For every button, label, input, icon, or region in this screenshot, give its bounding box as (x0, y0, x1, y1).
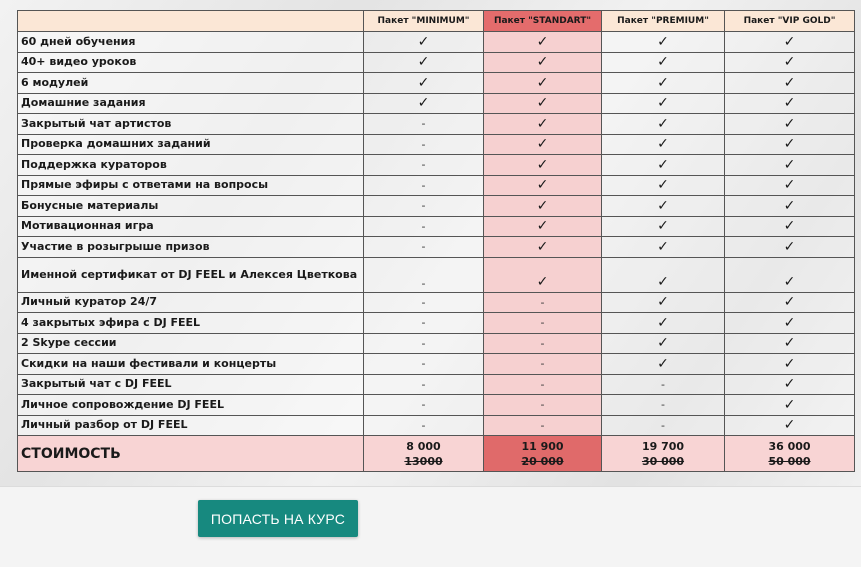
header-standart: Пакет "STANDART" (484, 11, 602, 32)
not-included-dash-minimum: - (364, 292, 484, 313)
pricing-table (17, 10, 855, 472)
check-mark-icon-vip-gold: ✓ (725, 374, 855, 395)
table-row (18, 155, 855, 176)
not-included-dash-minimum: - (364, 333, 484, 354)
table-row (18, 73, 855, 94)
table-row (18, 313, 855, 334)
not-included-dash-minimum: - (364, 374, 484, 395)
table-row (18, 333, 855, 354)
table-row (18, 395, 855, 416)
not-included-dash-premium: - (602, 395, 725, 416)
price-old: 30 000 (641, 454, 685, 468)
feature-label: Закрытый чат артистов (18, 114, 364, 135)
check-mark-icon-premium: ✓ (602, 257, 725, 292)
check-mark-icon-vip-gold: ✓ (725, 196, 855, 217)
check-mark-icon-vip-gold: ✓ (725, 415, 855, 436)
feature-label: Личный разбор от DJ FEEL (18, 415, 364, 436)
feature-label: Прямые эфиры с ответами на вопросы (18, 175, 364, 196)
feature-label: Бонусные материалы (18, 196, 364, 217)
check-mark-icon-vip-gold: ✓ (725, 134, 855, 155)
check-mark-icon-vip-gold: ✓ (725, 292, 855, 313)
check-mark-icon-vip-gold: ✓ (725, 395, 855, 416)
not-included-dash-minimum: - (364, 155, 484, 176)
check-mark-icon-premium: ✓ (602, 175, 725, 196)
table-row (18, 52, 855, 73)
table-row (18, 374, 855, 395)
check-mark-icon-vip-gold: ✓ (725, 155, 855, 176)
price-current: 19 700 (641, 439, 685, 453)
check-mark-icon-vip-gold: ✓ (725, 114, 855, 135)
feature-label: Мотивационная игра (18, 216, 364, 237)
table-row (18, 175, 855, 196)
check-mark-icon-premium: ✓ (602, 155, 725, 176)
table-row (18, 196, 855, 217)
check-mark-icon-standart: ✓ (484, 196, 602, 217)
feature-label: Проверка домашних заданий (18, 134, 364, 155)
check-mark-icon-vip-gold: ✓ (725, 237, 855, 258)
check-mark-icon-vip-gold: ✓ (725, 73, 855, 94)
check-mark-icon-vip-gold: ✓ (725, 52, 855, 73)
check-mark-icon-minimum: ✓ (364, 32, 484, 53)
check-mark-icon-standart: ✓ (484, 32, 602, 53)
price-current: 11 900 (521, 439, 564, 453)
feature-label: 2 Skype сессии (18, 333, 364, 354)
check-mark-icon-premium: ✓ (602, 196, 725, 217)
not-included-dash-standart: - (484, 354, 602, 375)
check-mark-icon-standart: ✓ (484, 93, 602, 114)
check-mark-icon-standart: ✓ (484, 175, 602, 196)
check-mark-icon-premium: ✓ (602, 313, 725, 334)
not-included-dash-minimum: - (364, 216, 484, 237)
feature-rows (18, 32, 855, 436)
feature-label: Личный куратор 24/7 (18, 292, 364, 313)
not-included-dash-minimum: - (364, 395, 484, 416)
check-mark-icon-standart: ✓ (484, 73, 602, 94)
table-row (18, 257, 855, 292)
table-row (18, 93, 855, 114)
check-mark-icon-vip-gold: ✓ (725, 32, 855, 53)
check-mark-icon-vip-gold: ✓ (725, 354, 855, 375)
check-mark-icon-minimum: ✓ (364, 73, 484, 94)
price-row-label: СТОИМОСТЬ (18, 436, 364, 472)
check-mark-icon-premium: ✓ (602, 134, 725, 155)
check-mark-icon-standart: ✓ (484, 52, 602, 73)
not-included-dash-minimum: - (364, 114, 484, 135)
table-row (18, 415, 855, 436)
header-corner-cell (18, 11, 364, 32)
check-mark-icon-premium: ✓ (602, 354, 725, 375)
price-standart (484, 436, 602, 472)
check-mark-icon-vip-gold: ✓ (725, 333, 855, 354)
not-included-dash-minimum: - (364, 175, 484, 196)
check-mark-icon-standart: ✓ (484, 237, 602, 258)
price-old: 20 000 (521, 454, 564, 468)
check-mark-icon-vip-gold: ✓ (725, 257, 855, 292)
feature-label: 6 модулей (18, 73, 364, 94)
not-included-dash-minimum: - (364, 196, 484, 217)
table-row (18, 216, 855, 237)
enroll-course-button[interactable]: ПОПАСТЬ НА КУРС (198, 500, 358, 537)
price-old: 50 000 (768, 454, 811, 468)
not-included-dash-standart: - (484, 313, 602, 334)
price-old: 13000 (404, 454, 443, 468)
check-mark-icon-premium: ✓ (602, 216, 725, 237)
feature-label: 40+ видео уроков (18, 52, 364, 73)
check-mark-icon-minimum: ✓ (364, 52, 484, 73)
check-mark-icon-standart: ✓ (484, 134, 602, 155)
not-included-dash-standart: - (484, 415, 602, 436)
header-vip-gold: Пакет "VIP GOLD" (725, 11, 855, 32)
feature-label: Закрытый чат с DJ FEEL (18, 374, 364, 395)
not-included-dash-minimum: - (364, 354, 484, 375)
not-included-dash-minimum: - (364, 415, 484, 436)
table-header-row (18, 11, 855, 32)
check-mark-icon-vip-gold: ✓ (725, 175, 855, 196)
feature-label: Скидки на наши фестивали и концерты (18, 354, 364, 375)
price-premium (602, 436, 725, 472)
price-current: 8 000 (406, 439, 441, 453)
not-included-dash-standart: - (484, 395, 602, 416)
check-mark-icon-premium: ✓ (602, 93, 725, 114)
price-current: 36 000 (768, 439, 811, 453)
check-mark-icon-premium: ✓ (602, 114, 725, 135)
not-included-dash-standart: - (484, 333, 602, 354)
not-included-dash-standart: - (484, 292, 602, 313)
not-included-dash-minimum: - (364, 134, 484, 155)
check-mark-icon-premium: ✓ (602, 237, 725, 258)
price-row (18, 436, 855, 472)
check-mark-icon-premium: ✓ (602, 52, 725, 73)
check-mark-icon-minimum: ✓ (364, 93, 484, 114)
check-mark-icon-vip-gold: ✓ (725, 93, 855, 114)
check-mark-icon-standart: ✓ (484, 216, 602, 237)
check-mark-icon-premium: ✓ (602, 73, 725, 94)
header-minimum: Пакет "MINIMUM" (364, 11, 484, 32)
check-mark-icon-standart: ✓ (484, 114, 602, 135)
feature-label: Участие в розыгрыше призов (18, 237, 364, 258)
table-row (18, 237, 855, 258)
table-row (18, 354, 855, 375)
price-vip-gold (725, 436, 855, 472)
table-row (18, 292, 855, 313)
feature-label: 4 закрытых эфира с DJ FEEL (18, 313, 364, 334)
not-included-dash-premium: - (602, 415, 725, 436)
not-included-dash-minimum: - (364, 237, 484, 258)
check-mark-icon-vip-gold: ✓ (725, 313, 855, 334)
table-row (18, 32, 855, 53)
not-included-dash-minimum: - (364, 257, 484, 292)
check-mark-icon-standart: ✓ (484, 155, 602, 176)
table-row (18, 134, 855, 155)
feature-label: Именной сертификат от DJ FEEL и Алексея Цветкова (18, 257, 364, 292)
not-included-dash-standart: - (484, 374, 602, 395)
feature-label: 60 дней обучения (18, 32, 364, 53)
check-mark-icon-vip-gold: ✓ (725, 216, 855, 237)
header-premium: Пакет "PREMIUM" (602, 11, 725, 32)
check-mark-icon-premium: ✓ (602, 333, 725, 354)
table-row (18, 114, 855, 135)
check-mark-icon-premium: ✓ (602, 292, 725, 313)
not-included-dash-minimum: - (364, 313, 484, 334)
price-minimum (364, 436, 484, 472)
feature-label: Личное сопровождение DJ FEEL (18, 395, 364, 416)
check-mark-icon-standart: ✓ (484, 257, 602, 292)
feature-label: Поддержка кураторов (18, 155, 364, 176)
check-mark-icon-premium: ✓ (602, 32, 725, 53)
not-included-dash-premium: - (602, 374, 725, 395)
feature-label: Домашние задания (18, 93, 364, 114)
